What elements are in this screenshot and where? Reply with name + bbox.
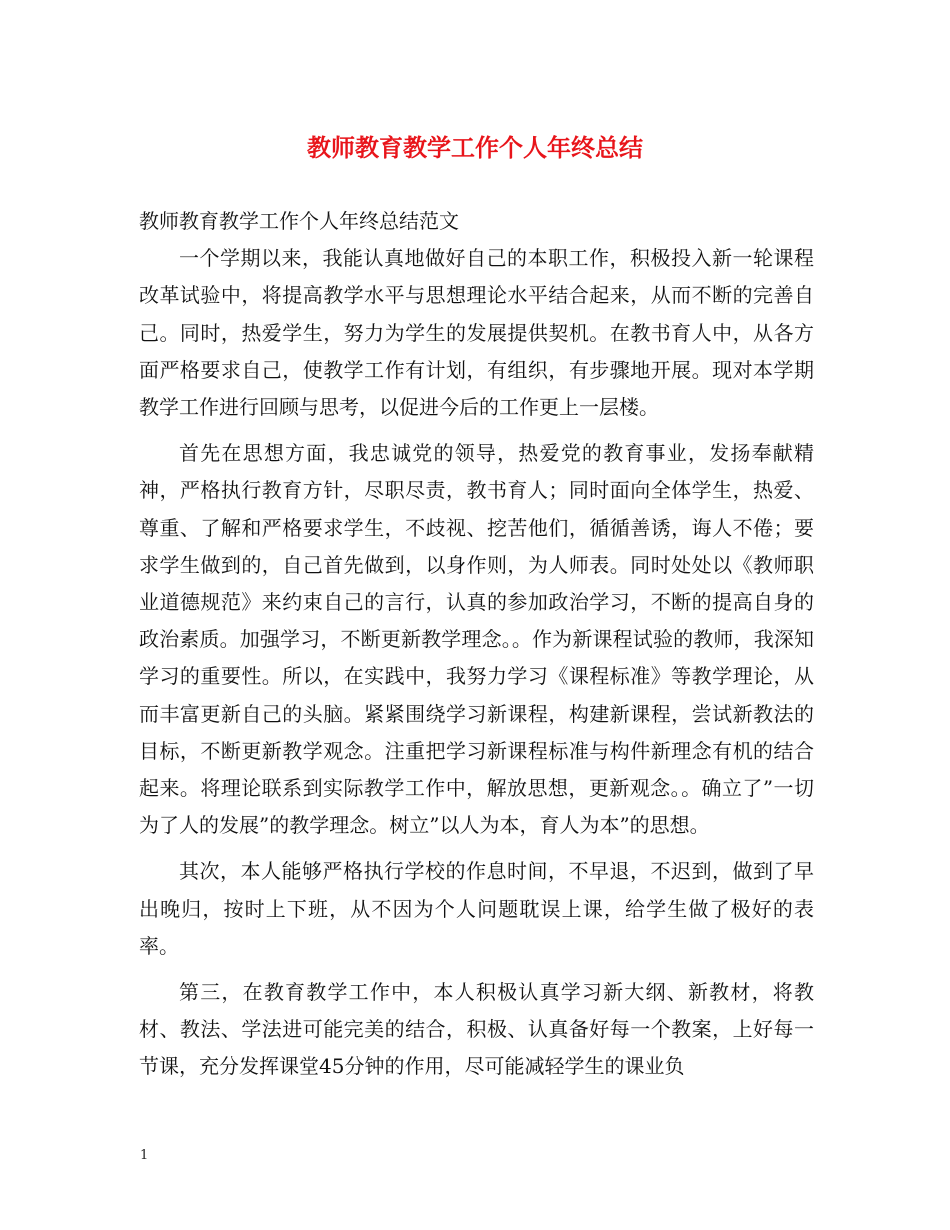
paragraph-ideology: 首先在思想方面，我忠诚党的领导，热爱党的教育事业，发扬奉献精神，严格执行教育方针，尽职尽责，教书育人；同时面向全体学生，热爱、尊重、了解和严格要求学生，不歧视、挖苦他们，循循善诱，诲人不倦；要求学生做到的，自己首先做到，以身作则，为人师表。同时处处以《教师职业道德规范》来约束自己的言行，认真的参加政治学习，不断的提高自身的政治素质。加强学习，不断更新教学理念。。作为新课程试验的教师，我深知学习的重要性。所以，在实践中，我努力学习《课程标准》等教学理论，从而丰富更新自己的头脑。紧紧围绕学习新课程，构建新课程，尝试新教法的目标，不断更新教学观念。注重把学习新课程标准与构件新理念有机的结合起来。将理论联系到实际教学工作中，解放思想，更新观念。。确立了”一切为了人的发展”的教学理念。树立”以人为本，育人为本”的思想。 (139, 441, 814, 838)
page-number: 1 (140, 1148, 149, 1163)
document-body (139, 203, 814, 1086)
document-title: 教师教育教学工作个人年终总结 (307, 133, 643, 162)
paragraph-teaching: 第三，在教育教学工作中，本人积极认真学习新大纲、新教材，将教材、教法、学法进可能完美的结合，积极、认真备好每一个教案，上好每一节课，充分发挥课堂45分钟的作用，尽可能减轻学生的课业负 (139, 980, 814, 1079)
paragraph-intro: 一个学期以来，我能认真地做好自己的本职工作，积极投入新一轮课程改革试验中，将提高教学水平与思想理论水平结合起来，从而不断的完善自己。同时，热爱学生，努力为学生的发展提供契机。在教书育人中，从各方面严格要求自己，使教学工作有计划，有组织，有步骤地开展。现对本学期教学工作进行回顾与思考，以促进今后的工作更上一层楼。 (139, 246, 814, 420)
document-subtitle: 教师教育教学工作个人年终总结范文 (139, 209, 459, 233)
paragraph-discipline: 其次，本人能够严格执行学校的作息时间，不早退，不迟到，做到了早出晚归，按时上下班，从不因为个人问题耽误上课，给学生做了极好的表率。 (139, 859, 814, 958)
